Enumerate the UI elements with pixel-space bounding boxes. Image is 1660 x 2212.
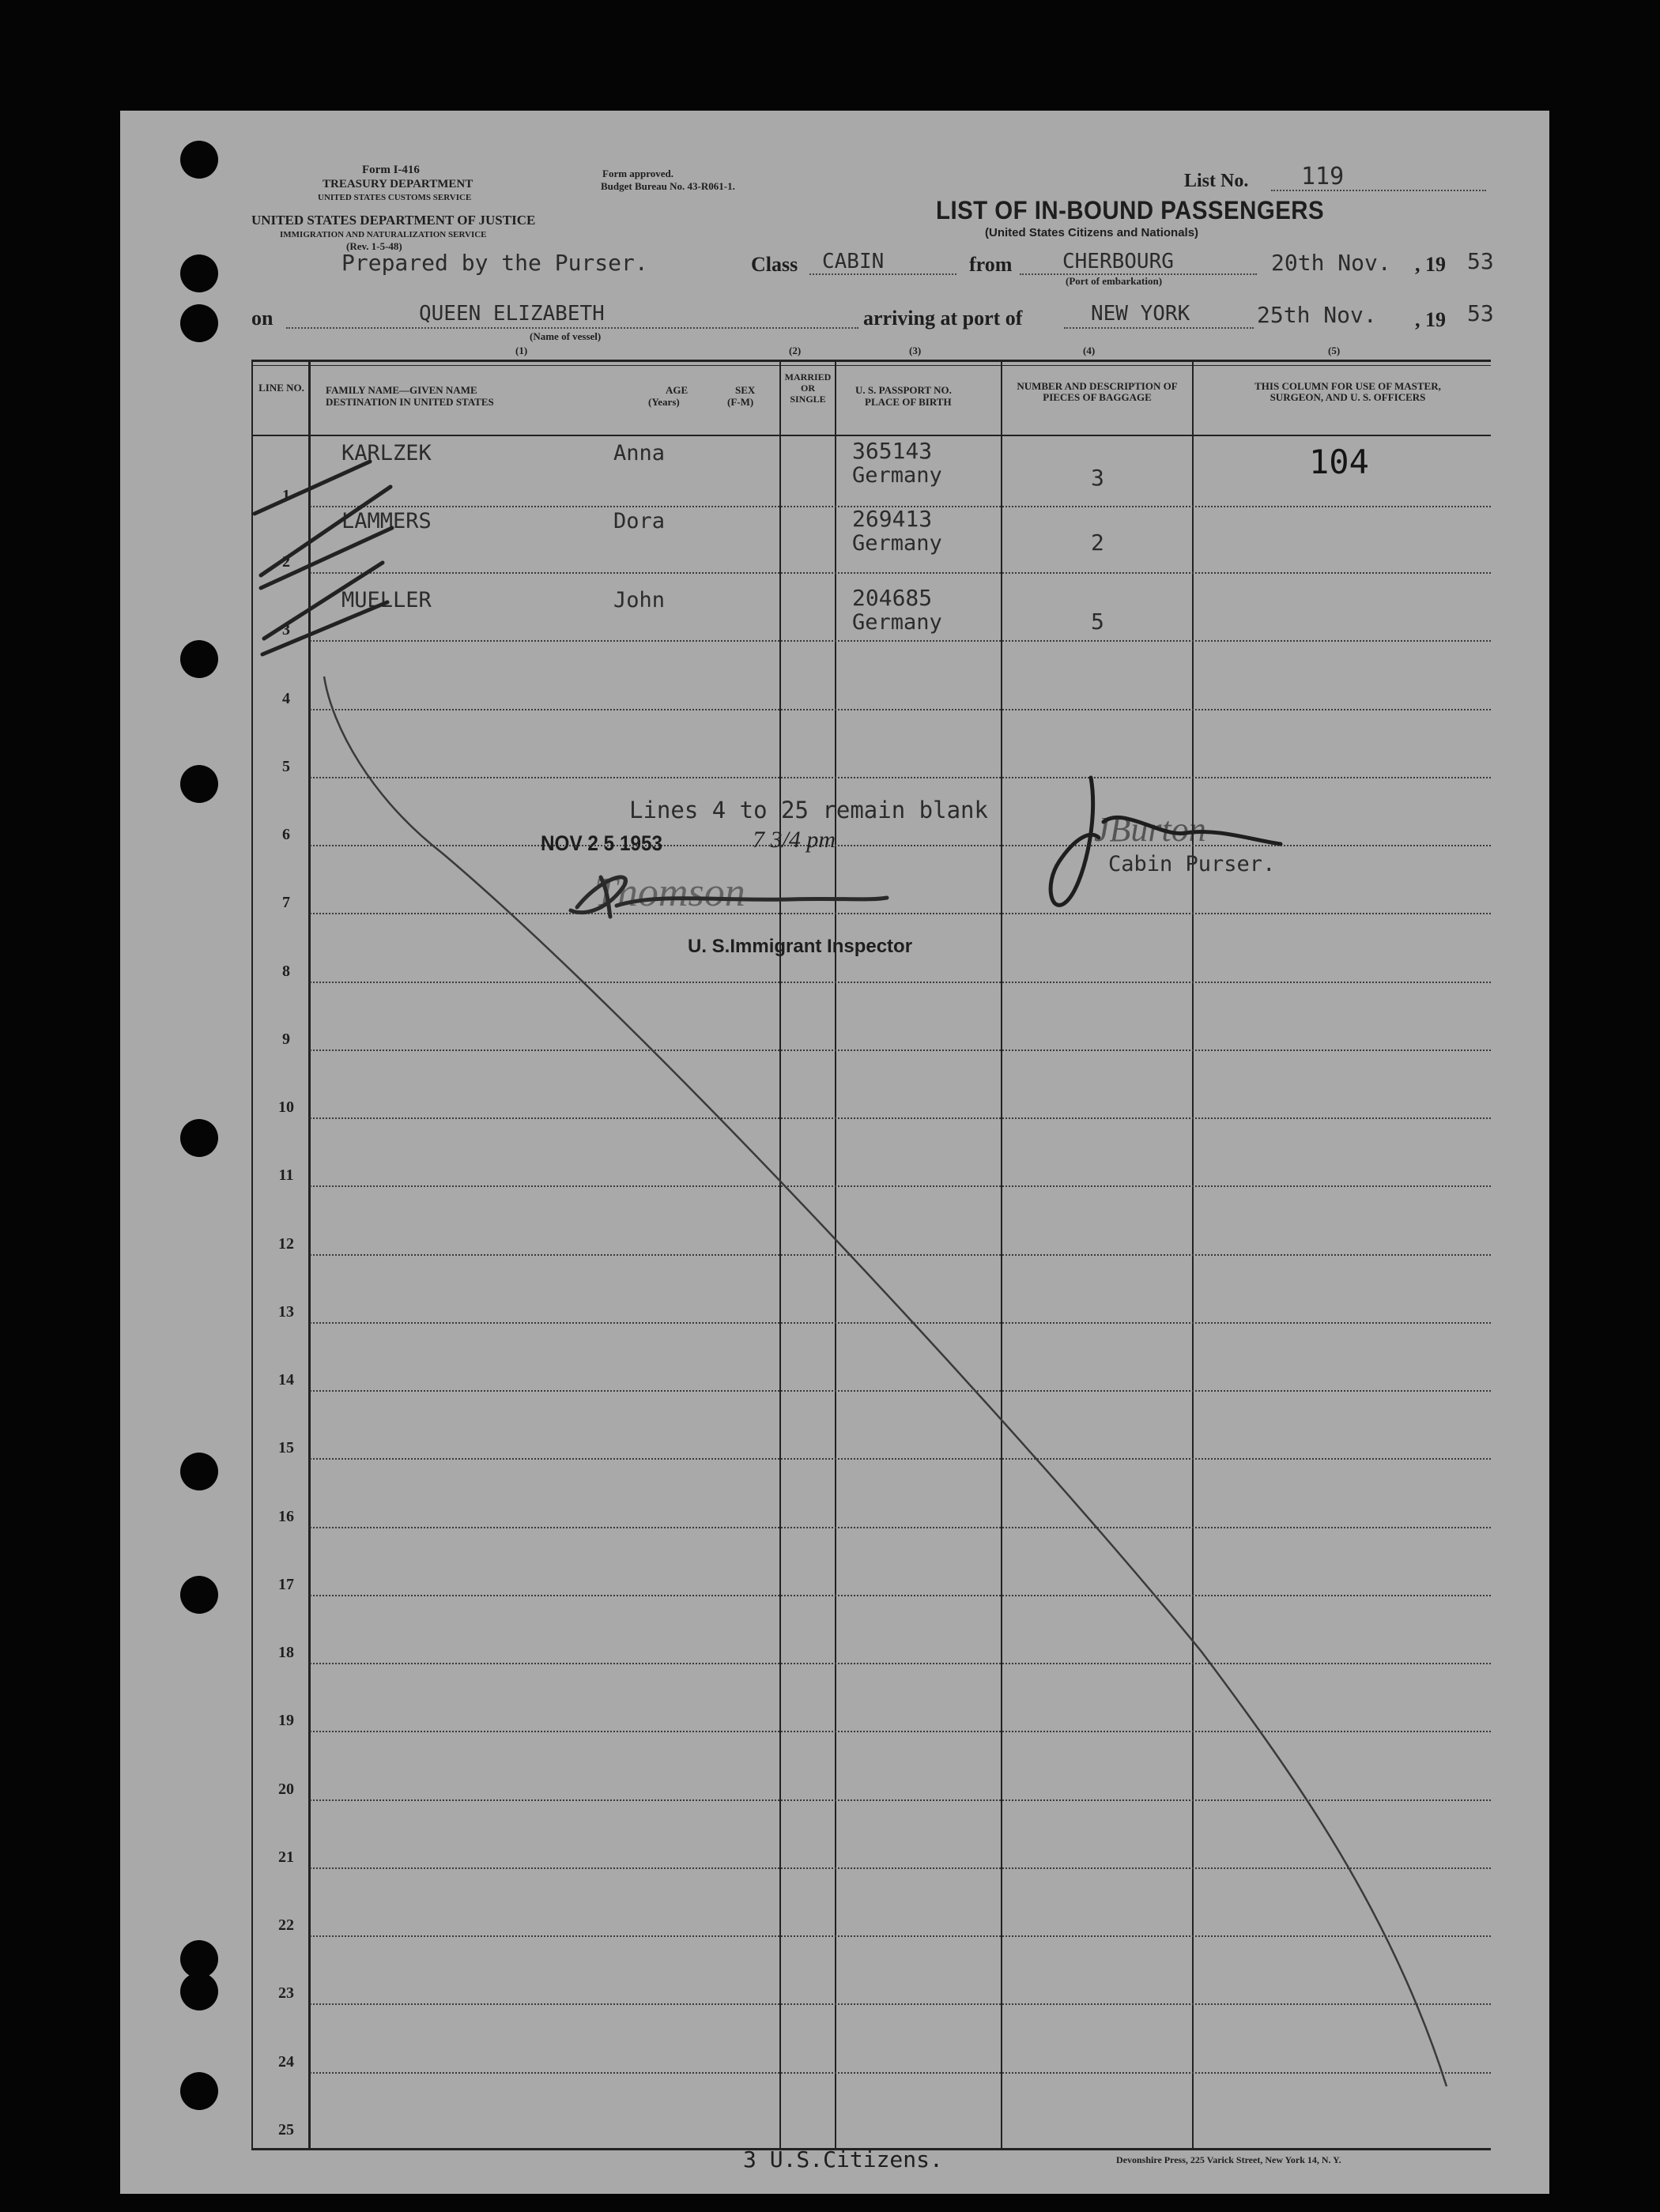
row-number: 17 xyxy=(278,1576,294,1593)
row-number: 20 xyxy=(278,1781,294,1798)
punch-hole xyxy=(180,254,218,292)
treasury-dept: TREASURY DEPARTMENT xyxy=(323,178,473,190)
family-name: KARLZEK xyxy=(341,441,432,465)
punch-hole xyxy=(180,1453,218,1490)
row-rule xyxy=(310,640,1491,642)
row-number: 16 xyxy=(278,1508,294,1525)
row-rule xyxy=(310,1049,1491,1051)
row-rule xyxy=(310,1867,1491,1869)
citizen-count: 3 U.S.Citizens. xyxy=(743,2146,943,2172)
row-number: 22 xyxy=(278,1916,294,1934)
given-name: John xyxy=(613,588,666,612)
row-rule xyxy=(310,1527,1491,1528)
row-rule xyxy=(310,913,1491,914)
arriving-label: arriving at port of xyxy=(863,307,1023,330)
row-number: 7 xyxy=(282,894,290,911)
officer-note: 104 xyxy=(1309,443,1369,481)
blank-lines-note: Lines 4 to 25 remain blank xyxy=(629,797,988,823)
document-subtitle: (United States Citizens and Nationals) xyxy=(985,226,1199,239)
header-married: MARRIED OR SINGLE xyxy=(784,371,832,405)
inspector-title: U. S.Immigrant Inspector xyxy=(688,936,913,957)
punch-hole xyxy=(180,141,218,179)
row-number: 15 xyxy=(278,1439,294,1456)
col-num-4: (4) xyxy=(1083,345,1096,356)
arrival-year-prefix: , 19 xyxy=(1415,308,1446,331)
header-sex-1: SEX xyxy=(735,384,756,396)
row-number: 13 xyxy=(278,1303,294,1321)
inspector-signature: Thomson xyxy=(594,870,745,915)
punch-hole xyxy=(180,1973,218,2010)
ins-service: IMMIGRATION AND NATURALIZATION SERVICE xyxy=(280,230,487,239)
passport-number: 204685 xyxy=(852,585,933,611)
vessel-name: QUEEN ELIZABETH xyxy=(419,302,605,326)
list-number: 119 xyxy=(1301,163,1345,190)
row-number: 8 xyxy=(282,963,290,980)
row-rule xyxy=(310,1663,1491,1664)
row-number: 11 xyxy=(278,1166,294,1184)
punch-hole xyxy=(180,1119,218,1157)
arrival-port: NEW YORK xyxy=(1091,302,1190,326)
vessel-dots xyxy=(286,327,858,329)
departure-date: 20th Nov. xyxy=(1271,250,1391,276)
class-label: Class xyxy=(751,253,798,276)
baggage-count: 3 xyxy=(1091,465,1104,491)
baggage-count: 5 xyxy=(1091,609,1104,635)
class-dots xyxy=(809,273,956,275)
header-line-no: LINE NO. xyxy=(258,382,304,394)
time-annotation: 7 3/4 pm xyxy=(753,827,836,853)
passport-number: 269413 xyxy=(852,506,933,532)
arrival-date: 25th Nov. xyxy=(1257,302,1377,328)
row-rule xyxy=(310,982,1491,983)
header-passport-1: U. S. PASSPORT NO. xyxy=(855,384,952,396)
printer-imprint: Devonshire Press, 225 Varick Street, New York 14, N. Y. xyxy=(1116,2154,1341,2165)
row-number: 12 xyxy=(278,1235,294,1253)
embarkation-port: CHERBOURG xyxy=(1062,250,1174,273)
list-dots xyxy=(1271,190,1486,191)
row-rule xyxy=(310,2003,1491,2005)
vessel-caption: (Name of vessel) xyxy=(530,330,602,342)
row-number: 6 xyxy=(282,826,290,843)
purser-title: Cabin Purser. xyxy=(1108,852,1276,876)
given-name: Dora xyxy=(613,509,666,533)
punch-hole xyxy=(180,765,218,803)
customs-service: UNITED STATES CUSTOMS SERVICE xyxy=(318,193,472,202)
row-rule xyxy=(310,845,1491,846)
form-number: Form I-416 xyxy=(362,164,420,176)
col-num-5: (5) xyxy=(1328,345,1341,356)
row-number: 18 xyxy=(278,1644,294,1661)
list-label: List No. xyxy=(1184,171,1249,191)
header-age-1: AGE xyxy=(666,384,689,396)
row-rule xyxy=(310,1731,1491,1732)
row-rule xyxy=(310,1799,1491,1801)
row-number: 9 xyxy=(282,1031,290,1048)
col-num-1: (1) xyxy=(515,345,528,356)
given-name: Anna xyxy=(613,441,666,465)
punch-hole xyxy=(180,640,218,678)
from-label: from xyxy=(969,253,1013,276)
budget-bureau: Budget Bureau No. 43-R061-1. xyxy=(601,180,735,192)
baggage-count: 2 xyxy=(1091,529,1104,556)
purser-signature: JBurton xyxy=(1094,810,1206,849)
row-rule xyxy=(310,572,1491,574)
punch-hole xyxy=(180,304,218,342)
header-name-1: FAMILY NAME—GIVEN NAME xyxy=(326,384,477,396)
birthplace: Germany xyxy=(852,531,942,556)
arrival-year: 53 xyxy=(1467,300,1494,326)
departure-year: 53 xyxy=(1467,248,1494,274)
row-rule xyxy=(310,777,1491,778)
table-top-rule xyxy=(251,360,1491,362)
row-rule xyxy=(310,1322,1491,1324)
class-value: CABIN xyxy=(822,250,885,273)
header-bottom-rule xyxy=(251,435,1491,436)
row-rule xyxy=(310,1390,1491,1392)
header-baggage: NUMBER AND DESCRIPTION OF PIECES OF BAGGAGE xyxy=(1017,380,1178,403)
row-rule xyxy=(310,1595,1491,1596)
row-number: 2 xyxy=(282,553,290,571)
row-number: 3 xyxy=(282,621,290,639)
row-number: 24 xyxy=(278,2053,294,2071)
row-number: 19 xyxy=(278,1712,294,1729)
row-number: 10 xyxy=(278,1098,294,1116)
embark-caption: (Port of embarkation) xyxy=(1066,275,1163,287)
arrival-stamp: NOV 2 5 1953 xyxy=(541,831,663,855)
row-number: 25 xyxy=(278,2121,294,2139)
row-number: 1 xyxy=(282,487,290,504)
row-rule xyxy=(310,1185,1491,1187)
row-number: 23 xyxy=(278,1984,294,2002)
row-rule xyxy=(310,709,1491,710)
form-approved: Form approved. xyxy=(602,168,674,179)
row-rule xyxy=(310,1458,1491,1460)
col-border-left xyxy=(251,360,253,2148)
birthplace: Germany xyxy=(852,463,942,488)
row-number: 21 xyxy=(278,1848,294,1866)
document-title: LIST OF IN-BOUND PASSENGERS xyxy=(936,196,1325,224)
row-rule xyxy=(310,1117,1491,1119)
port-dots xyxy=(1064,327,1254,329)
header-age-2: (Years) xyxy=(648,396,680,408)
family-name: MUELLER xyxy=(341,588,432,612)
year-prefix: , 19 xyxy=(1415,253,1446,276)
col-num-3: (3) xyxy=(909,345,922,356)
row-number: 14 xyxy=(278,1371,294,1389)
header-officers: THIS COLUMN FOR USE OF MASTER, SURGEON, AND U. S. OFFICERS xyxy=(1254,380,1441,403)
header-name-2: DESTINATION IN UNITED STATES xyxy=(326,396,494,408)
prepared-by: Prepared by the Purser. xyxy=(341,250,648,276)
justice-dept: UNITED STATES DEPARTMENT OF JUSTICE xyxy=(251,213,536,228)
row-rule xyxy=(310,1254,1491,1256)
row-rule xyxy=(310,1935,1491,1937)
on-label: on xyxy=(251,307,274,330)
header-passport-2: PLACE OF BIRTH xyxy=(865,396,952,408)
col-num-2: (2) xyxy=(789,345,802,356)
family-name: LAMMERS xyxy=(341,509,432,533)
table-top-rule-2 xyxy=(251,365,1491,366)
row-rule xyxy=(310,2072,1491,2074)
passport-number: 365143 xyxy=(852,438,933,464)
header-sex-2: (F-M) xyxy=(727,396,754,408)
birthplace: Germany xyxy=(852,610,942,635)
punch-hole xyxy=(180,2072,218,2110)
revision: (Rev. 1-5-48) xyxy=(346,240,402,252)
row-number: 4 xyxy=(282,690,290,707)
row-number: 5 xyxy=(282,758,290,775)
punch-hole xyxy=(180,1576,218,1614)
